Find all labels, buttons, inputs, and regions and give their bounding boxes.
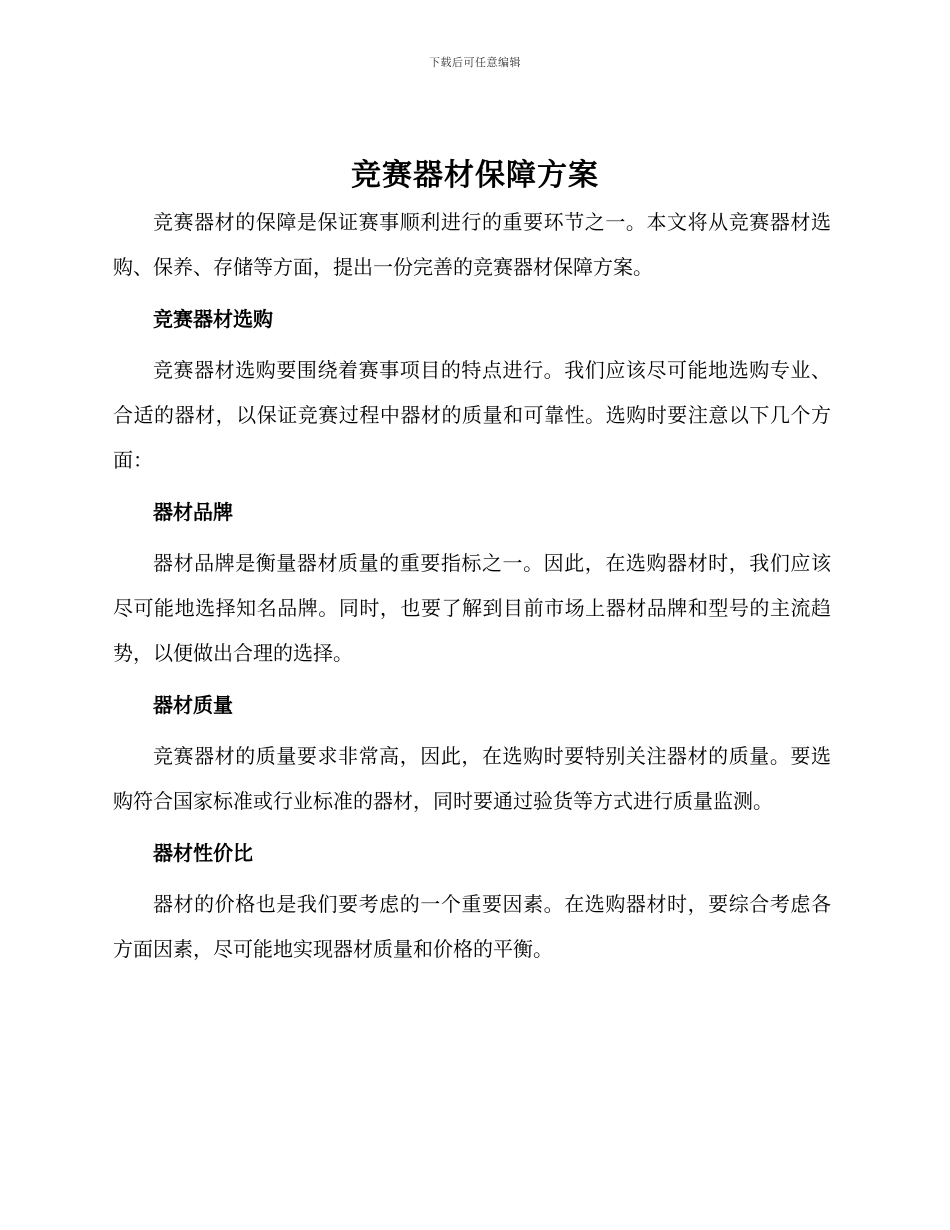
section-paragraph-equipment-value: 器材的价格也是我们要考虑的一个重要因素。在选购器材时，要综合考虑各方面因素，尽可能地实现器材质量和价格的平衡。 [113,892,831,961]
page-header-note: 下载后可任意编辑 [429,56,521,69]
section-paragraph-equipment-purchase: 竞赛器材选购要围绕着赛事项目的特点进行。我们应该尽可能地选购专业、合适的器材，以保证竞赛过程中器材的质量和可靠性。选购时要注意以下几个方面： [113,358,831,472]
section-heading-equipment-value: 器材性价比 [153,841,253,865]
section-paragraph-equipment-brand: 器材品牌是衡量器材质量的重要指标之一。因此，在选购器材时，我们应该尽可能地选择知名品牌。同时，也要了解到目前市场上器材品牌和型号的主流趋势，以便做出合理的选择。 [113,551,831,665]
intro-paragraph: 竞赛器材的保障是保证赛事顺利进行的重要环节之一。本文将从竞赛器材选购、保养、存储等方面，提出一份完善的竞赛器材保障方案。 [113,210,831,279]
document-body [113,200,831,972]
section-heading-equipment-quality: 器材质量 [153,693,233,717]
document-title: 竞赛器材保障方案 [351,158,599,193]
section-paragraph-equipment-quality: 竞赛器材的质量要求非常高，因此，在选购时要特别关注器材的质量。要选购符合国家标准或行业标准的器材，同时要通过验货等方式进行质量监测。 [113,744,831,813]
section-heading-equipment-purchase: 竞赛器材选购 [153,307,273,331]
section-heading-equipment-brand: 器材品牌 [153,500,233,524]
